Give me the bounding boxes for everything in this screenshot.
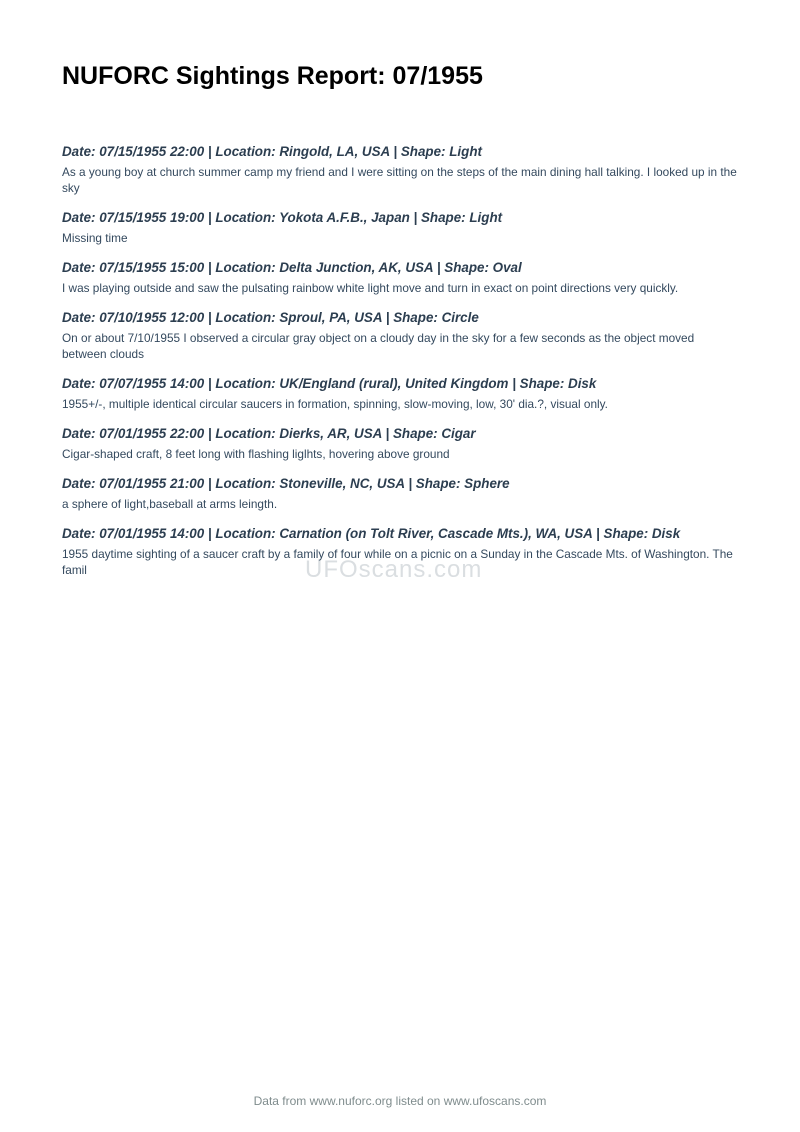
sighting-heading: Date: 07/15/1955 22:00 | Location: Ringold, LA, USA | Shape: Light: [62, 144, 482, 159]
sighting-entry: [62, 425, 742, 462]
sighting-description: 1955 daytime sighting of a saucer craft by a family of four while on a picnic on a Sunday in the Cascade Mts. of Washington. The famil: [62, 547, 733, 577]
sighting-description: As a young boy at church summer camp my friend and I were sitting on the steps of the main dining hall talking. I looked up in the sky: [62, 165, 737, 195]
sighting-entry: [62, 143, 742, 196]
sighting-description: I was playing outside and saw the pulsating rainbow white light move and turn in exact on point directions very quickly.: [62, 281, 679, 295]
sighting-description: Missing time: [62, 231, 128, 245]
page-title: NUFORC Sightings Report: 07/1955: [62, 62, 483, 90]
sighting-heading: Date: 07/07/1955 14:00 | Location: UK/England (rural), United Kingdom | Shape: Disk: [62, 376, 597, 391]
sighting-description: Cigar-shaped craft, 8 feet long with flashing liglhts, hovering above ground: [62, 447, 450, 461]
sighting-heading: Date: 07/01/1955 22:00 | Location: Dierks, AR, USA | Shape: Cigar: [62, 426, 476, 441]
sighting-heading: Date: 07/15/1955 15:00 | Location: Delta Junction, AK, USA | Shape: Oval: [62, 260, 522, 275]
sighting-description: On or about 7/10/1955 I observed a circular gray object on a cloudy day in the sky for a few seconds as the object moved between clouds: [62, 331, 695, 361]
sightings-list: [62, 143, 742, 591]
sighting-entry: [62, 209, 742, 246]
sighting-entry: [62, 475, 742, 512]
watermark: UFOscans.com: [305, 556, 483, 583]
footer-credit: Data from www.nuforc.org listed on www.ufoscans.com: [253, 1094, 547, 1108]
sighting-heading: Date: 07/10/1955 12:00 | Location: Sproul, PA, USA | Shape: Circle: [62, 310, 479, 325]
sighting-heading: Date: 07/15/1955 19:00 | Location: Yokota A.F.B., Japan | Shape: Light: [62, 210, 503, 225]
sighting-entry: [62, 525, 742, 578]
sighting-heading: Date: 07/01/1955 21:00 | Location: Stoneville, NC, USA | Shape: Sphere: [62, 476, 510, 491]
sighting-entry: [62, 259, 742, 296]
sighting-entry: [62, 375, 742, 412]
sighting-entry: [62, 309, 742, 362]
sighting-description: 1955+/-, multiple identical circular saucers in formation, spinning, slow-moving, low, 30' dia.?, visual only.: [62, 397, 608, 411]
sighting-heading: Date: 07/01/1955 14:00 | Location: Carnation (on Tolt River, Cascade Mts.), WA, USA | Shape: Disk: [62, 526, 681, 541]
sighting-description: a sphere of light,baseball at arms leingth.: [62, 497, 278, 511]
